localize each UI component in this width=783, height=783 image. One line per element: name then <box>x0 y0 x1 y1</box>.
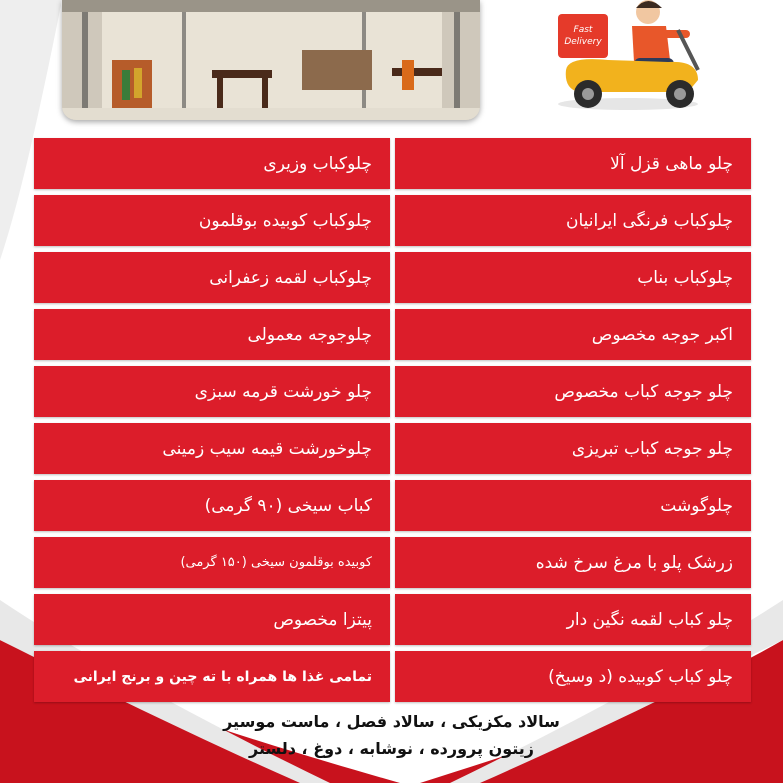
menu-item: اکبر جوجه مخصوص <box>395 309 751 360</box>
menu-grid <box>34 138 748 702</box>
menu-item: کباب سیخی (۹۰ گرمی) <box>34 480 390 531</box>
delivery-box-line1: Fast <box>573 25 593 35</box>
delivery-scooter-illustration <box>548 0 708 112</box>
menu-item: چلوگوشت <box>395 480 751 531</box>
sides-line-2: زیتون پرورده ، نوشابه ، دوغ ، دلستر <box>249 739 534 758</box>
restaurant-photo <box>62 0 480 120</box>
menu-item: چلو ماهی قزل آلا <box>395 138 751 189</box>
menu-item: چلوکباب کوبیده بوقلمون <box>34 195 390 246</box>
menu-item: چلوکباب فرنگی ایرانیان <box>395 195 751 246</box>
menu-note: تمامی غذا ها همراه با ته چین و برنج ایرانی <box>34 651 390 702</box>
menu-item: پیتزا مخصوص <box>34 594 390 645</box>
menu-item: چلوکباب لقمه زعفرانی <box>34 252 390 303</box>
delivery-box-line2: Delivery <box>564 37 602 47</box>
delivery-box <box>558 14 608 58</box>
menu-item: چلوخورشت قیمه سیب زمینی <box>34 423 390 474</box>
menu-item: چلو کباب کوبیده (د وسیخ) <box>395 651 751 702</box>
menu-item: چلوکباب بناب <box>395 252 751 303</box>
menu-item: چلو کباب لقمه نگین دار <box>395 594 751 645</box>
menu-item: چلوجوجه معمولی <box>34 309 390 360</box>
menu-item: چلو جوجه کباب مخصوص <box>395 366 751 417</box>
menu-item: کوبیده بوقلمون سیخی (۱۵۰ گرمی) <box>34 537 390 588</box>
menu-item: چلو جوجه کباب تبریزی <box>395 423 751 474</box>
sides-line-1: سالاد مکزیکی ، سالاد فصل ، ماست موسیر <box>223 712 560 731</box>
menu-item: زرشک پلو با مرغ سرخ شده <box>395 537 751 588</box>
menu-item: چلو خورشت قرمه سبزی <box>34 366 390 417</box>
menu-item: چلوکباب وزیری <box>34 138 390 189</box>
sides-footer <box>0 708 783 762</box>
